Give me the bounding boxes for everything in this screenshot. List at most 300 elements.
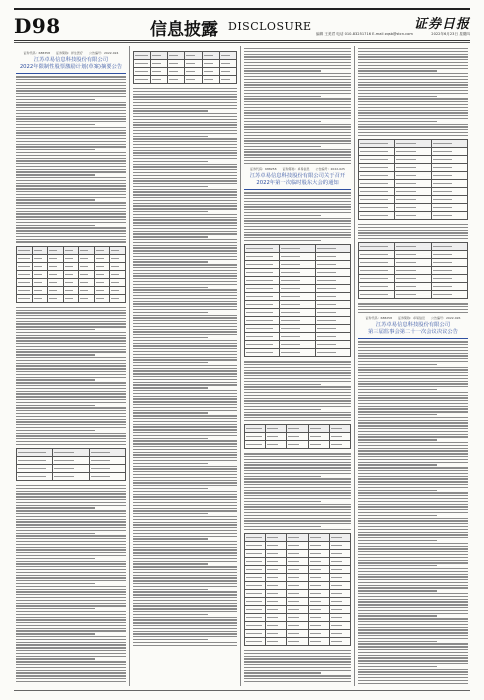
table-cell <box>315 285 350 293</box>
table-cell <box>48 294 64 302</box>
text-line <box>133 619 237 620</box>
cell-text-line <box>54 468 73 469</box>
text-line <box>358 367 468 368</box>
text-line <box>133 485 237 486</box>
text-line <box>358 425 468 426</box>
text-line <box>133 429 237 430</box>
text-line <box>16 152 126 153</box>
text-line <box>244 232 351 233</box>
text-line <box>133 152 237 153</box>
cell-text-line <box>111 298 119 299</box>
cell-text-line <box>186 55 195 56</box>
text-line <box>244 209 351 210</box>
text-line <box>244 515 351 516</box>
text-line <box>133 256 237 257</box>
text-line <box>358 546 468 547</box>
cell-text-line <box>331 633 342 634</box>
text-line <box>358 361 468 362</box>
table-row <box>245 550 351 558</box>
table-row <box>134 60 237 68</box>
text-line <box>244 473 351 474</box>
table-cell <box>280 261 315 269</box>
table-cell <box>329 582 350 590</box>
text-line <box>358 462 468 463</box>
text-line <box>16 538 126 539</box>
cell-text-line <box>246 280 273 281</box>
table-cell <box>89 457 125 465</box>
text-line <box>133 519 237 520</box>
text-line <box>244 372 351 373</box>
cell-text-line <box>396 294 415 295</box>
title-rule <box>16 73 126 74</box>
table-cell <box>266 630 287 638</box>
text-line <box>244 370 351 371</box>
table-cell <box>17 246 33 254</box>
text-line <box>133 494 237 495</box>
text-line <box>358 571 468 572</box>
cell-text-line <box>96 282 104 283</box>
text-line <box>358 389 437 390</box>
text-line <box>133 617 237 618</box>
cell-text-line <box>80 282 88 283</box>
cell-text-line <box>288 537 299 538</box>
announcement-title-line: 2022年第一次临时股东大会的通知 <box>256 179 339 186</box>
text-line <box>16 594 126 595</box>
text-line <box>133 538 208 539</box>
table-cell <box>395 188 431 196</box>
text-line <box>16 597 126 598</box>
text-line <box>358 652 468 653</box>
cell-text-line <box>281 256 300 257</box>
cell-text-line <box>396 199 415 200</box>
table-cell <box>17 465 53 473</box>
text-line <box>133 468 237 469</box>
table-cell <box>287 622 308 630</box>
text-line <box>133 303 237 304</box>
table-row <box>359 164 468 172</box>
cell-text-line <box>396 215 415 216</box>
text-line <box>16 357 126 358</box>
table-cell <box>431 140 467 148</box>
table-cell <box>329 534 350 542</box>
text-line <box>358 121 437 122</box>
text-line <box>16 180 126 181</box>
text-line <box>133 239 237 240</box>
table-cell <box>266 542 287 550</box>
table-row <box>359 259 468 267</box>
table-cell <box>245 261 280 269</box>
text-line <box>133 558 237 559</box>
cell-text-line <box>91 452 110 453</box>
text-line <box>16 346 126 347</box>
title-rule <box>244 189 351 190</box>
text-line <box>16 363 126 364</box>
table-cell <box>245 614 266 622</box>
text-line <box>244 667 351 668</box>
text-line <box>244 132 351 133</box>
text-line <box>358 484 468 485</box>
cell-text-line <box>360 270 388 271</box>
text-line <box>16 636 126 637</box>
cell-text-line <box>221 55 230 56</box>
text-line <box>16 199 95 200</box>
table-cell <box>329 614 350 622</box>
table-cell <box>185 76 202 84</box>
text-line <box>244 478 351 479</box>
text-block <box>244 453 351 530</box>
text-line <box>16 485 126 486</box>
text-line <box>16 321 126 322</box>
table-row <box>245 441 351 449</box>
text-line <box>133 298 237 299</box>
cell-text-line <box>135 63 148 64</box>
table-cell <box>308 574 329 582</box>
table-row <box>245 433 351 441</box>
text-block <box>358 303 468 313</box>
text-line <box>133 631 237 632</box>
text-line <box>16 580 126 581</box>
text-line <box>16 337 126 338</box>
text-line <box>358 48 468 49</box>
text-line <box>244 101 351 102</box>
table-cell <box>287 566 308 574</box>
cell-text-line <box>396 270 415 271</box>
text-line <box>358 506 468 507</box>
table-row <box>245 349 351 357</box>
text-line <box>16 239 126 240</box>
text-line <box>358 442 468 443</box>
cell-text-line <box>396 143 415 144</box>
table-cell <box>266 622 287 630</box>
text-line <box>16 371 126 372</box>
text-line <box>244 484 351 485</box>
table-row <box>17 449 126 457</box>
table-cell <box>94 278 110 286</box>
cell-text-line <box>288 617 299 618</box>
text-line <box>16 354 95 355</box>
text-block <box>358 48 468 136</box>
text-line <box>133 105 237 106</box>
text-line <box>133 222 237 223</box>
text-line <box>244 403 351 404</box>
text-line <box>16 625 126 626</box>
text-line <box>133 611 237 612</box>
table-cell <box>245 253 280 261</box>
cell-text-line <box>433 159 452 160</box>
text-line <box>16 312 126 313</box>
text-line <box>358 312 468 313</box>
cell-text-line <box>310 609 321 610</box>
table-cell <box>431 275 467 283</box>
cell-text-line <box>204 79 213 80</box>
text-line <box>133 116 237 117</box>
table-cell <box>168 52 185 60</box>
text-line <box>358 54 468 55</box>
cell-text-line <box>281 336 300 337</box>
table-row <box>245 630 351 638</box>
table-row <box>245 558 351 566</box>
text-line <box>358 632 468 633</box>
text-line <box>133 306 237 307</box>
text-line <box>358 607 468 608</box>
cell-text-line <box>281 312 300 313</box>
table-cell <box>48 254 64 262</box>
text-line <box>244 384 321 385</box>
text-line <box>133 284 237 285</box>
text-line <box>16 533 95 534</box>
table-cell <box>359 156 395 164</box>
text-line <box>16 88 126 89</box>
text-line <box>358 386 468 387</box>
cell-text-line <box>246 569 262 570</box>
text-line <box>16 396 126 397</box>
cell-text-line <box>246 561 262 562</box>
table-cell <box>308 534 329 542</box>
text-line <box>16 236 126 237</box>
text-block <box>244 650 351 684</box>
table-row <box>134 68 237 76</box>
text-line <box>16 118 126 119</box>
table-cell <box>431 148 467 156</box>
table-cell <box>266 550 287 558</box>
text-line <box>358 341 468 342</box>
text-line <box>16 188 126 189</box>
text-line <box>16 658 95 659</box>
text-line <box>358 604 468 605</box>
text-line <box>133 217 237 218</box>
text-line <box>133 345 237 346</box>
text-line <box>358 124 468 125</box>
text-line <box>244 392 351 393</box>
cell-text-line <box>310 625 321 626</box>
text-line <box>16 185 126 186</box>
table-cell <box>329 433 350 441</box>
table-cell <box>185 60 202 68</box>
table-cell <box>32 278 48 286</box>
cell-text-line <box>288 609 299 610</box>
cell-text-line <box>331 625 342 626</box>
text-line <box>16 76 126 77</box>
table-cell <box>17 294 33 302</box>
table-cell <box>280 317 315 325</box>
text-line <box>16 603 126 604</box>
text-line <box>16 681 126 682</box>
text-line <box>244 675 351 676</box>
text-line <box>358 358 468 359</box>
cell-text-line <box>135 71 148 72</box>
data-table <box>358 139 468 220</box>
table-cell <box>329 542 350 550</box>
text-line <box>133 155 237 156</box>
text-line <box>133 505 237 506</box>
text-line <box>16 310 126 311</box>
cell-text-line <box>111 290 119 291</box>
text-line <box>133 242 237 243</box>
text-line <box>358 98 468 99</box>
text-line <box>16 441 126 442</box>
cell-text-line <box>186 71 195 72</box>
table-cell <box>266 614 287 622</box>
text-line <box>16 510 126 511</box>
table-cell <box>17 262 33 270</box>
text-line <box>133 96 237 97</box>
text-line <box>16 407 126 408</box>
table-cell <box>202 76 219 84</box>
table-cell <box>359 267 395 275</box>
table-cell <box>94 286 110 294</box>
text-line <box>16 194 126 195</box>
cell-text-line <box>18 258 30 259</box>
cell-text-line <box>246 625 262 626</box>
text-line <box>244 192 351 193</box>
text-line <box>358 235 468 236</box>
text-line <box>244 56 351 57</box>
cell-text-line <box>111 258 119 259</box>
table-cell <box>395 275 431 283</box>
table-cell <box>431 291 467 299</box>
cell-text-line <box>34 290 42 291</box>
cell-text-line <box>433 183 452 184</box>
table-cell <box>280 309 315 317</box>
text-line <box>358 353 468 354</box>
text-line <box>16 99 95 100</box>
table-cell <box>329 590 350 598</box>
text-line <box>133 119 237 120</box>
text-line <box>16 566 126 567</box>
table-cell <box>315 293 350 301</box>
cell-text-line <box>396 286 415 287</box>
cell-text-line <box>34 250 42 251</box>
table-cell <box>280 269 315 277</box>
text-line <box>244 201 351 202</box>
text-line <box>16 225 95 226</box>
table-cell <box>89 473 125 481</box>
text-line <box>358 660 468 661</box>
title-rule <box>358 338 468 339</box>
text-line <box>244 459 351 460</box>
text-line <box>16 493 126 494</box>
text-line <box>16 222 126 223</box>
text-line <box>358 68 468 69</box>
text-line <box>133 273 237 274</box>
text-block <box>244 192 351 241</box>
text-line <box>358 73 468 74</box>
text-line <box>16 360 126 361</box>
table-row <box>359 196 468 204</box>
text-line <box>16 158 126 159</box>
text-line <box>358 344 468 345</box>
text-line <box>133 259 237 260</box>
cell-text-line <box>54 452 73 453</box>
cell-text-line <box>111 274 119 275</box>
text-line <box>133 524 237 525</box>
text-line <box>133 102 237 103</box>
table-cell <box>431 283 467 291</box>
text-line <box>358 59 468 60</box>
text-line <box>133 331 237 332</box>
cell-text-line <box>49 290 57 291</box>
cell-text-line <box>135 79 148 80</box>
table-cell <box>308 582 329 590</box>
table-cell <box>266 558 287 566</box>
cell-text-line <box>111 266 119 267</box>
text-line <box>244 206 351 207</box>
cell-text-line <box>288 561 299 562</box>
text-line <box>133 499 237 500</box>
text-line <box>16 79 126 80</box>
text-line <box>16 647 126 648</box>
text-line <box>244 115 351 116</box>
cell-text-line <box>310 537 321 538</box>
announcement-title-line: 第三届监事会第二十一次会议决议公告 <box>367 328 459 335</box>
text-line <box>133 326 237 327</box>
cell-text-line <box>396 167 415 168</box>
text-line <box>358 565 437 566</box>
text-line <box>358 562 468 563</box>
text-line <box>16 589 126 590</box>
text-line <box>358 671 468 672</box>
cell-text-line <box>360 159 388 160</box>
table-cell <box>395 243 431 251</box>
table-cell <box>329 558 350 566</box>
text-line <box>133 432 237 433</box>
cell-text-line <box>281 280 300 281</box>
text-line <box>358 411 468 412</box>
text-line <box>358 135 468 136</box>
text-line <box>244 140 351 141</box>
text-line <box>133 292 237 293</box>
text-line <box>133 390 237 391</box>
text-line <box>244 509 351 510</box>
text-line <box>133 591 237 592</box>
table-cell <box>431 172 467 180</box>
text-line <box>16 368 126 369</box>
text-line <box>16 219 126 220</box>
table-cell <box>266 606 287 614</box>
text-line <box>133 359 237 360</box>
cell-text-line <box>331 537 342 538</box>
text-line <box>133 426 237 427</box>
text-block <box>16 307 126 445</box>
text-line <box>358 392 468 393</box>
table-cell <box>308 558 329 566</box>
text-line <box>358 238 468 239</box>
announcement-header <box>16 51 126 73</box>
table-cell <box>359 243 395 251</box>
text-line <box>244 417 351 418</box>
text-line <box>358 397 468 398</box>
cell-text-line <box>34 274 42 275</box>
text-line <box>358 554 468 555</box>
cell-text-line <box>310 585 321 586</box>
text-line <box>16 130 126 131</box>
text-line <box>244 90 351 91</box>
cell-text-line <box>49 298 57 299</box>
text-line <box>244 160 351 161</box>
table-cell <box>287 606 308 614</box>
cell-text-line <box>360 167 388 168</box>
text-line <box>358 227 468 228</box>
cell-text-line <box>281 344 300 345</box>
cell-text-line <box>34 282 42 283</box>
text-line <box>358 434 468 435</box>
text-line <box>133 435 237 436</box>
text-line <box>16 202 126 203</box>
cell-text-line <box>246 585 262 586</box>
text-line <box>16 661 126 662</box>
text-line <box>244 386 351 387</box>
cell-text-line <box>433 207 452 208</box>
